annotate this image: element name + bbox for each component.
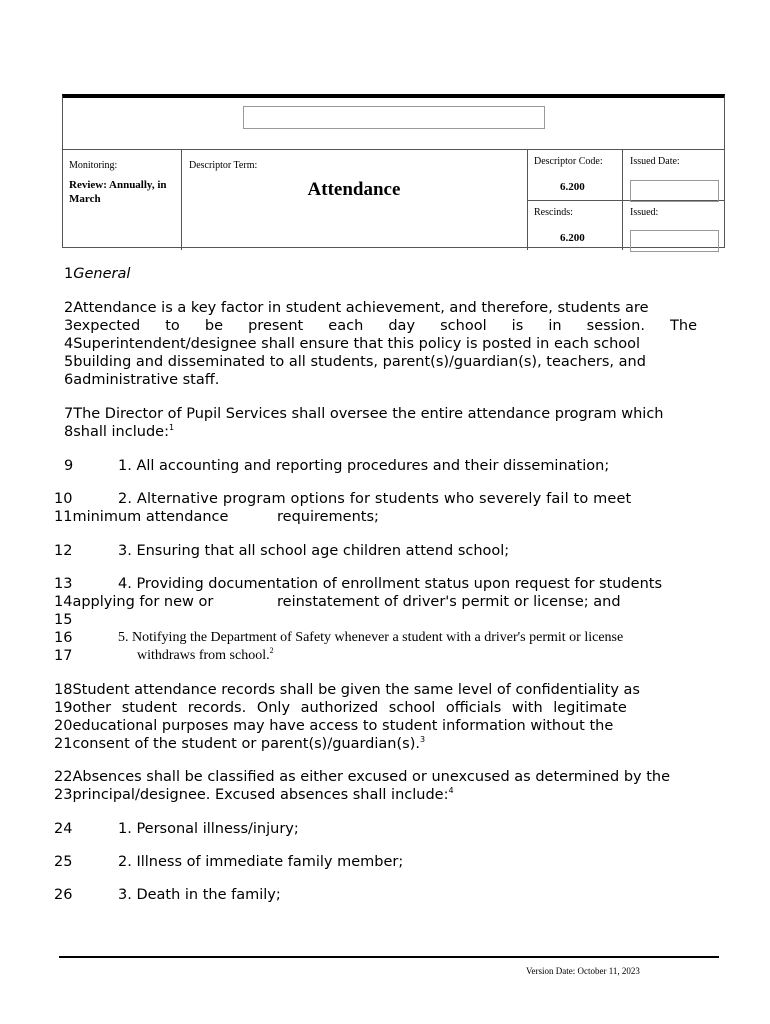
line-number: 14 (54, 594, 73, 610)
line-number: 19 (54, 700, 73, 716)
line-text: 1. All accounting and reporting procedures and their dissemination; (118, 458, 610, 474)
monitoring-value: Review: Annually, in March (69, 179, 167, 205)
line-text: educational purposes may have access to student information without the (72, 718, 614, 734)
rescinds-value: 6.200 (560, 232, 585, 244)
line-number: 8 (64, 424, 74, 440)
text-line (54, 593, 697, 611)
footnote-ref[interactable]: 1 (168, 423, 175, 432)
text-line (64, 317, 697, 335)
text-line (64, 405, 697, 423)
text-line (54, 681, 697, 699)
footnote-ref[interactable]: 2 (269, 646, 274, 655)
line-text: expected to be present each day school is in session. The (73, 318, 697, 334)
text-line (64, 335, 697, 353)
line-text: minimum attendance (72, 509, 229, 525)
monitoring-label: Monitoring: (69, 160, 118, 171)
line-number: 4 (64, 336, 74, 352)
line-number: 15 (54, 612, 73, 628)
text-line (54, 699, 697, 717)
text-line (64, 299, 697, 317)
line-number: 26 (54, 887, 73, 903)
line-text: Student attendance records shall be given the same level of confidentiality as (72, 682, 640, 698)
line-number: 17 (54, 648, 73, 664)
line-text: 2. Alternative program options for students who severely fail to meet (118, 491, 632, 507)
list-item (54, 490, 697, 508)
issued-label: Issued: (630, 207, 659, 218)
line-text: other student records. Only authorized school officials with legitimate (72, 700, 627, 716)
line-text: Absences shall be classified as either excused or unexcused as determined by the (72, 769, 671, 785)
footnote-ref[interactable]: 3 (419, 735, 426, 744)
list-item (54, 629, 697, 647)
policy-header-table (62, 94, 725, 248)
text-line (54, 647, 697, 665)
list-item (54, 820, 697, 838)
text-line (64, 353, 697, 371)
section-heading (64, 265, 697, 283)
logo-placeholder (243, 106, 545, 129)
line-number: 25 (54, 854, 73, 870)
line-text: 4. Providing documentation of enrollment status upon request for students (118, 576, 663, 592)
descriptor-term-value: Attendance (307, 179, 401, 200)
issued-date-field (630, 180, 719, 202)
descriptor-code-label: Descriptor Code: (534, 156, 603, 167)
rescinds-label: Rescinds: (534, 207, 573, 218)
text-line (54, 717, 697, 735)
descriptor-code-value: 6.200 (560, 181, 585, 193)
line-number: 10 (54, 491, 73, 507)
line-number: 7 (64, 406, 74, 422)
line-text: building and disseminated to all students, parent(s)/guardian(s), teachers, and (73, 354, 646, 370)
line-number: 23 (54, 787, 73, 803)
list-item (54, 542, 697, 560)
line-number: 5 (64, 354, 74, 370)
line-text: The Director of Pupil Services shall oversee the entire attendance program which (73, 406, 664, 422)
text-line (54, 768, 697, 786)
line-text: 3. Ensuring that all school age children attend school; (118, 543, 510, 559)
line-text: withdraws from school. (137, 648, 270, 663)
text-line (54, 735, 697, 753)
line-number: 24 (54, 821, 73, 837)
line-number: 2 (64, 300, 74, 316)
line-text: Superintendent/designee shall ensure that this policy is posted in each school (73, 336, 641, 352)
list-item (54, 853, 697, 871)
line-number: 16 (54, 630, 73, 646)
list-item (54, 457, 697, 475)
text-line (64, 423, 697, 441)
line-text: principal/designee. Excused absences shall include: (72, 787, 449, 803)
line-number: 22 (54, 769, 73, 785)
line-text: 5. Notifying the Department of Safety whenever a student with a driver's permit or license (118, 630, 624, 645)
line-text: Attendance is a key factor in student achievement, and therefore, students are (73, 300, 649, 316)
version-date: Version Date: October 11, 2023 (526, 966, 640, 976)
line-number: 1 (64, 266, 74, 282)
line-number: 3 (64, 318, 74, 334)
section-title: General (73, 266, 131, 282)
line-number: 13 (54, 576, 73, 592)
line-text: 1. Personal illness/injury; (118, 821, 299, 837)
line-text: administrative staff. (73, 372, 220, 388)
descriptor-term-label: Descriptor Term: (189, 160, 258, 171)
text-line (64, 371, 697, 389)
line-number: 12 (54, 543, 73, 559)
footer-rule (59, 956, 719, 958)
line-number: 6 (64, 372, 74, 388)
line-text: 3. Death in the family; (118, 887, 281, 903)
line-justified (64, 317, 697, 335)
line-text: shall include: (73, 424, 169, 440)
line-number: 11 (54, 509, 73, 525)
line-text: 2. Illness of immediate family member; (118, 854, 404, 870)
line-number: 21 (54, 736, 73, 752)
issued-field (630, 230, 719, 252)
table-divider (63, 149, 724, 150)
text-line (54, 786, 697, 804)
footnote-ref[interactable]: 4 (448, 786, 454, 795)
line-number: 20 (54, 718, 73, 734)
line-text: requirements; (277, 509, 379, 525)
text-line (54, 611, 697, 629)
issued-date-label: Issued Date: (630, 156, 680, 167)
line-text: consent of the student or parent(s)/guardian(s). (72, 736, 420, 752)
list-item (54, 575, 697, 593)
line-number: 18 (54, 682, 73, 698)
line-number: 9 (64, 458, 74, 474)
line-text: applying for new or (72, 594, 214, 610)
text-line (54, 508, 697, 526)
list-item (54, 886, 697, 904)
line-text: reinstatement of driver's permit or license; and (277, 594, 621, 610)
